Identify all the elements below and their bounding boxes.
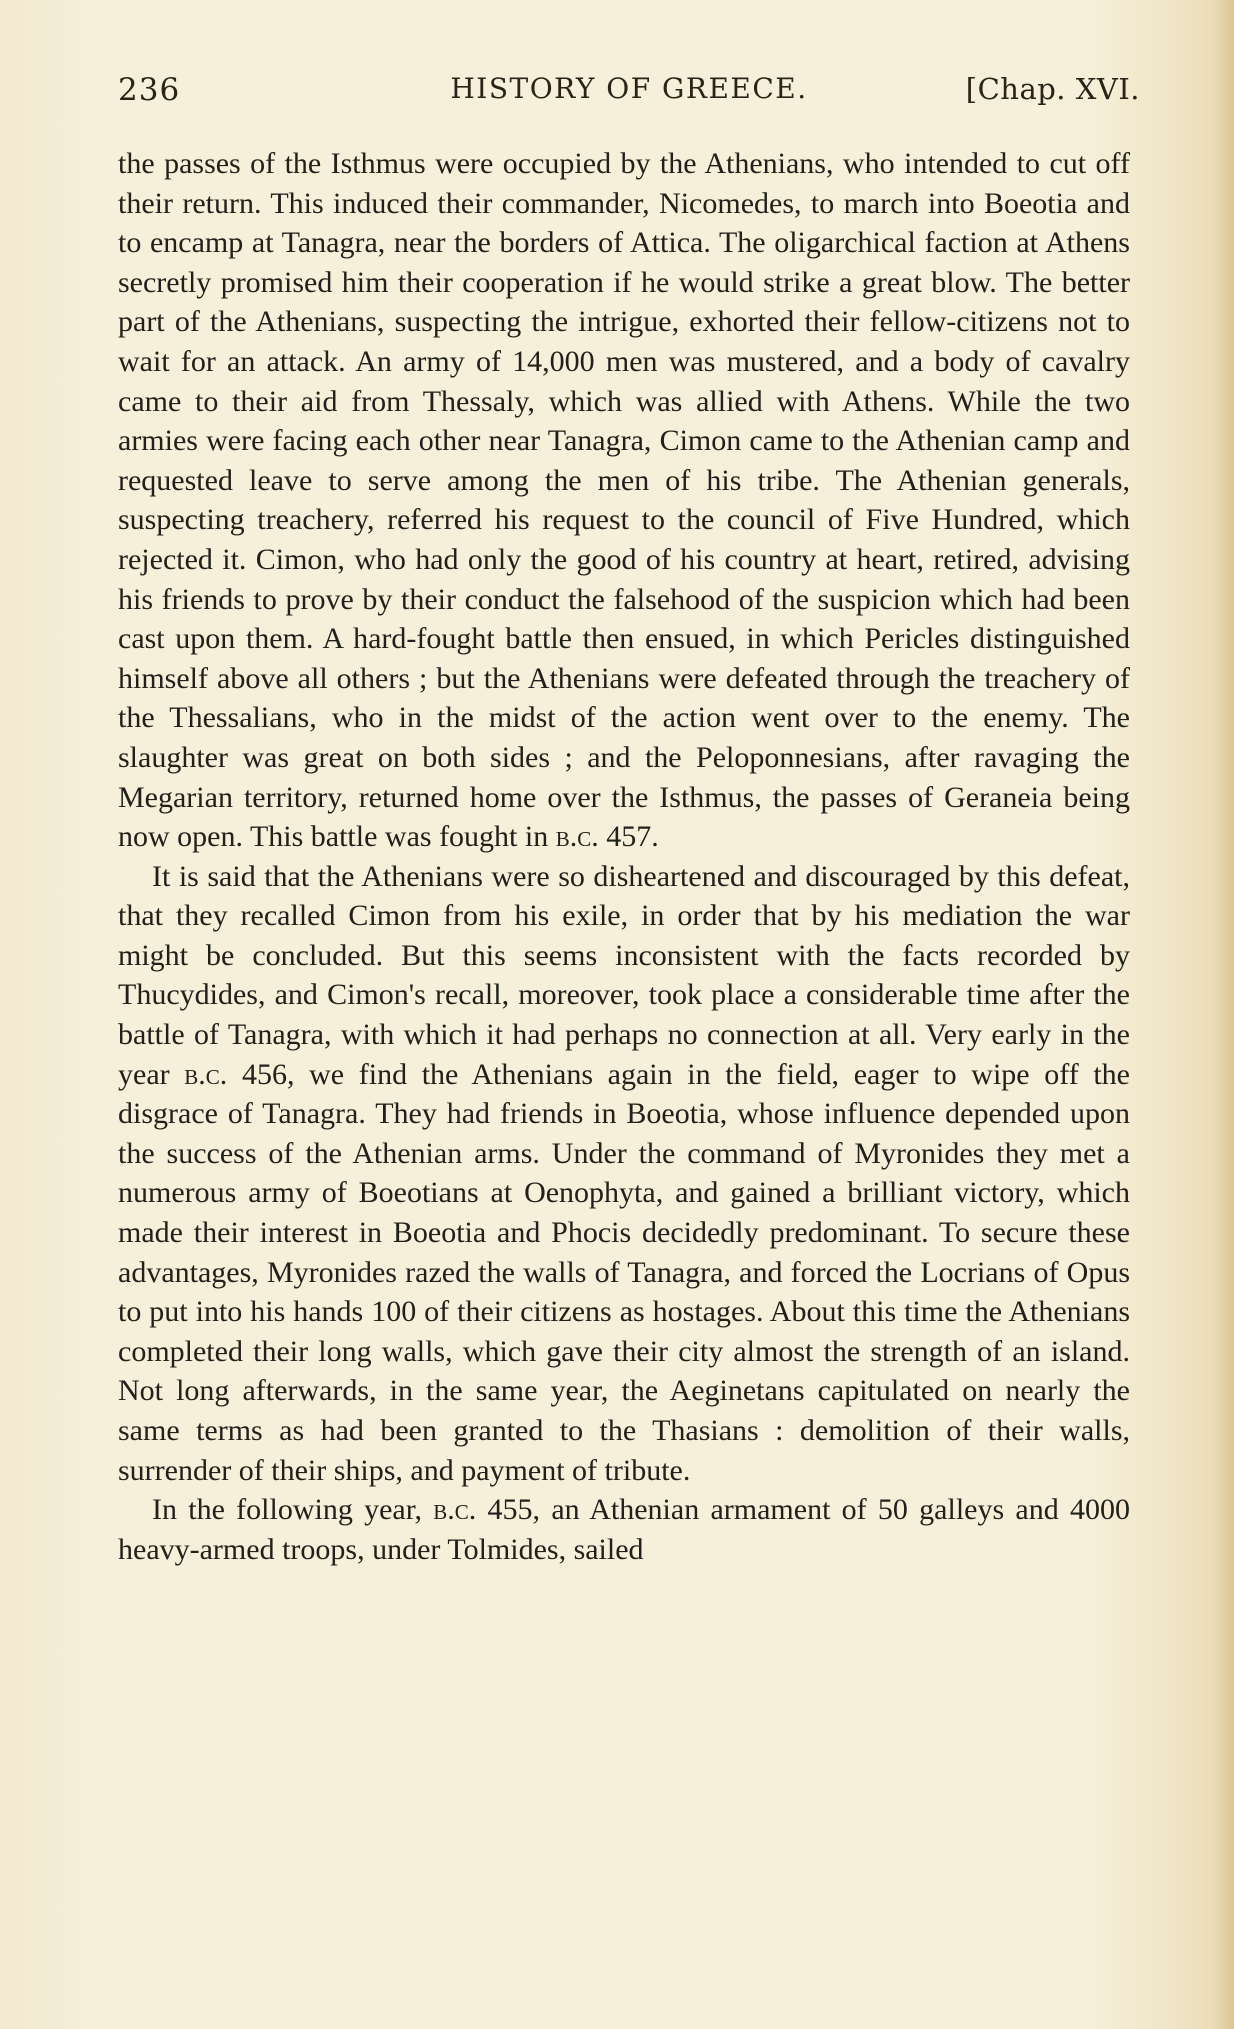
paragraph-3: In the following year, b.c. 455, an Athenian armament of 50 galleys and 4000 heavy-armed troops, under Tolmides, sailed (118, 1493, 1130, 1566)
era-abbrev: b.c. (433, 1493, 477, 1527)
paragraph-2: It is said that the Athenians were so disheartened and discouraged by this defeat, that they recalled Cimon from his exile, in order that by his mediation the war might be concluded. But this seems inconsistent with the facts recorded by Thucydides, and Cimon's recall, moreover, took place a considerable time after the battle of Tanagra, with which it had perhaps no connection at all. Very early in the year b.c. 456, we find the Athenians again in the field, eager to wipe off the disgrace of Tanagra. They had friends in Boeotia, whose influence depended upon the success of the Athenian arms. Under the command of Myronides they met a numerous army of Boeotians at Oenophyta, and gained a brilliant victory, which made their interest in Boeotia and Phocis decidedly predominant. To secure these advantages, Myronides razed the walls of Tanagra, and forced the Locrians of Opus to put into his hands 100 of their citizens as hostages. About this time the Athenians completed their long walls, which gave their city almost the strength of an island. Not long afterwards, in the same year, the Aeginetans capitulated on nearly the same terms as had been granted to the Thasians : demolition of their walls, surrender of their ships, and payment of tribute. (118, 859, 1130, 1487)
running-title: HISTORY OF GREECE. (450, 72, 808, 105)
page-gutter-shadow (1212, 0, 1234, 2029)
era-abbrev: b.c. (555, 820, 599, 854)
era-abbrev: b.c. (184, 1057, 228, 1091)
running-header (118, 72, 1140, 116)
paragraph-1: the passes of the Isthmus were occupied by the Athenians, who intended to cut off their return. This induced their commander, Nicomedes, to march into Boeotia and to encamp at Tanagra, near the borders of Attica. The oligarchical faction at Athens secretly promised him their cooperation if he would strike a great blow. The better part of the Athenians, suspecting the intrigue, exhorted their fellow-citizens not to wait for an attack. An army of 14,000 men was mustered, and a body of cavalry came to their aid from Thessaly, which was allied with Athens. While the two armies were facing each other near Tanagra, Cimon came to the Athenian camp and requested leave to serve among the men of his tribe. The Athenian generals, suspecting treachery, referred his request to the council of Five Hundred, which rejected it. Cimon, who had only the good of his country at heart, retired, advising his friends to prove by their conduct the falsehood of the suspicion which had been cast upon them. A hard-fought battle then ensued, in which Pericles distinguished himself above all others ; but the Athenians were defeated through the treachery of the Thessalians, who in the midst of the action went over to the enemy. The slaughter was great on both sides ; and the Peloponnesians, after ravaging the Megarian territory, returned home over the Isthmus, the passes of Geraneia being now open. This battle was fought in b.c. 457. (118, 147, 1130, 854)
page-number: 236 (118, 72, 181, 108)
body-text (118, 144, 1130, 1569)
chapter-label: [Chap. XVI. (965, 72, 1140, 106)
